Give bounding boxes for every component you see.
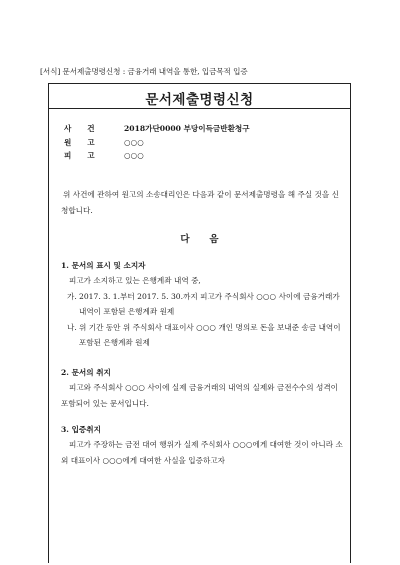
defendant-name: ○○○ [124,151,144,161]
plaintiff-name: ○○○ [124,137,144,147]
item-text: 위 기간 동안 위 주식회사 대표이사 ○○○ 개인 명의로 돈을 보내준 송금 내역이 포함된 은행계좌 원제 [79,323,341,347]
item-mark: 나. [67,323,77,332]
section2-heading: 2. 문서의 취지 [61,368,111,377]
document-frame [48,83,351,563]
section-heading-main: 다 음 [180,234,219,245]
item-mark: 가. [67,292,77,301]
section1-item-b [67,320,343,350]
item-text: 2017. 3. 1.부터 2017. 5. 30.까지 피고가 주식회사 ○○○ 사이에 금융거래가 내역이 포함된 은행계좌 원제 [79,292,340,316]
party-label: 원 고 [64,137,95,147]
party-label: 피 고 [64,151,95,161]
title-divider [49,108,350,109]
party-row-plaintiff [64,136,250,150]
intro-paragraph: 위 사건에 관하여 원고의 소송대리인은 다음과 같이 문서제출명령을 해 주실 것을 신청합니다. [61,190,339,215]
form-header-note: [서식] 문서제출명령신청 : 금융거래 내역을 통한, 입금목적 입증 [40,67,248,76]
party-row-defendant [64,149,250,163]
section1-heading: 1. 문서의 표시 및 소지자 [61,261,146,270]
section1-text: 피고가 소지하고 있는 은행계좌 내역 중, [69,276,201,285]
document-title: 문서제출명령신청 [145,92,254,108]
section3-text: 피고가 주장하는 금전 대여 행위가 실제 주식회사 ○○○에게 대여한 것이 아니라 소외 대표이사 ○○○에게 대여한 사실을 입증하고자 [61,440,343,465]
party-list [64,122,250,163]
case-number: 2018가단0000 부당이득금반환청구 [124,124,250,134]
section2-text: 피고와 주식회사 ○○○ 사이에 실제 금융거래의 내역의 실제와 금전수수의 성격이 포함되어 있는 문서입니다. [61,383,339,408]
section1-item-a [67,289,343,319]
section3-heading: 3. 입증취지 [61,425,101,434]
party-row-case [64,122,250,136]
party-label: 사 건 [64,124,95,134]
